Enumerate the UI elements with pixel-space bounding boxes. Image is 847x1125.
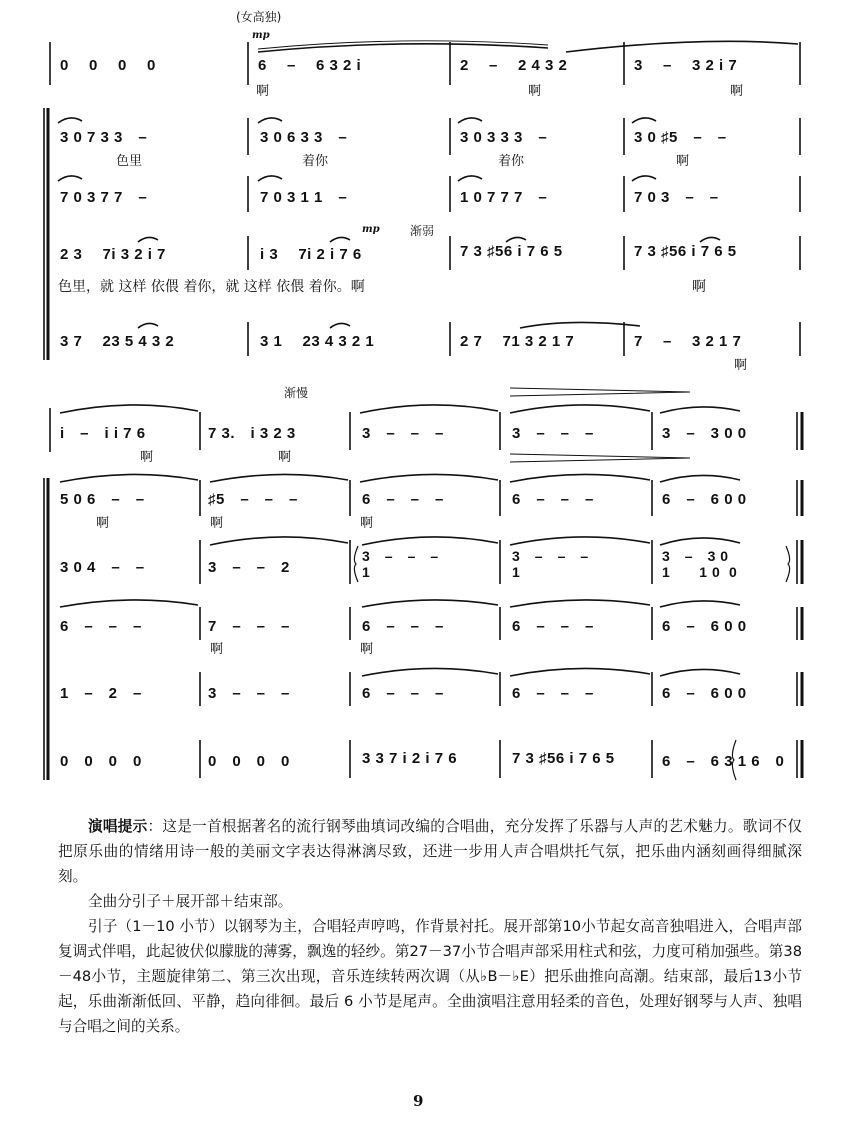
s1-s-lyric-1: 色里 — [116, 154, 143, 169]
s1-a-m2: 7 0 3 1 1 – — [260, 189, 348, 206]
s2-t-m5: 6 – 6 0 0 — [662, 618, 747, 635]
s1-t-m2: i 3 7i 2 i 7 6 — [260, 246, 362, 263]
s1-t-lyric-end: 啊 — [692, 279, 706, 295]
solo-label: (女高独) — [236, 10, 282, 24]
s2-s-lyric-2: 啊 — [210, 516, 224, 531]
s2-t-m2: 7 – – – — [208, 618, 290, 635]
s1-top-lyric-1: 啊 — [256, 84, 270, 99]
s2-b-m1: 1 – 2 – — [60, 685, 142, 702]
s1-b-m1: 3 7 23 5 4 3 2 — [60, 333, 175, 350]
s1-t-lyrics: 色里，就 这样 依偎 着你，就 这样 依偎 着你。啊 — [58, 279, 365, 295]
s2-t-m1: 6 – – – — [60, 618, 142, 635]
s2-b-m4: 6 – – – — [512, 685, 594, 702]
s2-t-lyric-1: 啊 — [210, 642, 224, 657]
page-number: 9 — [413, 1092, 424, 1110]
s2-b-m3: 6 – – – — [362, 685, 444, 702]
s1-s-lyric-3: 着你 — [498, 154, 525, 169]
s2-a-m3: 3 – – – 1 — [362, 548, 439, 580]
s1-a-m4: 7 0 3 – – — [634, 189, 719, 206]
s1-a-m3: 1 0 7 7 7 – — [460, 189, 548, 206]
tempo-dim: 渐弱 — [410, 224, 435, 238]
s1-top-lyric-3: 啊 — [730, 84, 744, 99]
s2-p-m5: 6 – 6 3 1 6 0 — [662, 753, 785, 770]
s1-t-m1: 2 3 7i 3 2 i 7 — [60, 246, 166, 263]
s2-s-lyric-1: 啊 — [96, 516, 110, 531]
s1-s-m3: 3 0 3 3 3 – — [460, 129, 548, 146]
s2-top-m5: 3 – 3 0 0 — [662, 425, 747, 442]
s1-s-m2: 3 0 6 3 3 – — [260, 129, 348, 146]
notes-paragraph-3: 引子（1－10 小节）以钢琴为主，合唱轻声哼鸣，作背景衬托。展开部第10小节起女高音独唱进入，合唱声部复调式伴唱，此起彼伏似朦胧的薄雾，飘逸的轻纱。第27－37小节合唱声部采用柱式和弦，力度可稍加强些。第38－48小节，主题旋律第二、第三次出现，音乐连续转两次调（从♭B－♭E）把乐曲推向高潮。结束部，最后13小节起，乐曲渐渐低回、平静，趋向徘徊。最后 6 小节是尾声。全曲演唱注意用轻柔的音色，处理好钢琴与人声、独唱与合唱之间的关系。 — [58, 918, 802, 1035]
s1-s-lyric-2: 着你 — [302, 154, 329, 169]
s1-b-m4: 7 – 3 2 1 7 — [634, 333, 742, 350]
s1-a-m1: 7 0 3 7 7 – — [60, 189, 148, 206]
hint-label: 演唱提示 — [88, 818, 148, 835]
s2-p-m1: 0 0 0 0 — [60, 753, 142, 770]
s1-top-m2: 6 – 6 3 2 i — [258, 57, 362, 74]
s2-s-m2: ♯5 – – – — [208, 491, 298, 508]
dynamic-mp-2: mp — [362, 224, 380, 235]
performance-notes — [58, 814, 802, 1039]
dynamic-mp: mp — [252, 30, 270, 41]
s1-top-m4: 3 – 3 2 i 7 — [634, 57, 738, 74]
s2-p-m2: 0 0 0 0 — [208, 753, 290, 770]
s2-p-m4: 7 3 ♯56 i 7 6 5 — [512, 750, 615, 767]
s2-s-m5: 6 – 6 0 0 — [662, 491, 747, 508]
s2-b-m2: 3 – – – — [208, 685, 290, 702]
s2-a-m4: 3 – – – 1 — [512, 548, 589, 580]
notes-paragraph-2: 全曲分引子＋展开部＋结束部。 — [88, 893, 293, 910]
s2-b-m5: 6 – 6 0 0 — [662, 685, 747, 702]
s2-t-m4: 6 – – – — [512, 618, 594, 635]
tempo-rit: 渐慢 — [284, 386, 309, 400]
s1-s-m4: 3 0 ♯5 – – — [634, 129, 727, 146]
s1-s-m1: 3 0 7 3 3 – — [60, 129, 148, 146]
s1-top-m3: 2 – 2 4 3 2 — [460, 57, 568, 74]
s2-top-m2: 7 3. i 3 2 3 — [208, 425, 296, 442]
s1-s-lyric-4: 啊 — [676, 154, 690, 169]
s2-a-m5: 3 – 3 0 1 1 0 0 — [662, 548, 738, 580]
s2-top-lyric-1: 啊 — [140, 450, 154, 465]
s2-top-m4: 3 – – – — [512, 425, 594, 442]
s1-t-m3: 7 3 ♯56 i 7 6 5 — [460, 243, 563, 260]
s1-b-lyric-end: 啊 — [734, 358, 748, 373]
s2-s-m3: 6 – – – — [362, 491, 444, 508]
s1-b-m3: 2 7 71 3 2 1 7 — [460, 333, 575, 350]
notes-paragraph-1 — [58, 814, 802, 889]
s2-top-m1: i – i i 7 6 — [60, 425, 146, 442]
s2-a-m1: 3 0 4 – – — [60, 559, 145, 576]
s1-top-m1: 0 0 0 0 — [60, 57, 156, 74]
s2-t-m3: 6 – – – — [362, 618, 444, 635]
s1-top-lyric-2: 啊 — [528, 84, 542, 99]
s1-t-m4: 7 3 ♯56 i 7 6 5 — [634, 243, 737, 260]
s2-p-m3: 3 3 7 i 2 i 7 6 — [362, 750, 458, 767]
s2-t-lyric-2: 啊 — [360, 642, 374, 657]
s2-s-m4: 6 – – – — [512, 491, 594, 508]
s2-s-lyric-3: 啊 — [360, 516, 374, 531]
s2-a-m2: 3 – – 2 — [208, 559, 290, 576]
s2-s-m1: 5 0 6 – – — [60, 491, 145, 508]
s1-b-m2: 3 1 23 4 3 2 1 — [260, 333, 375, 350]
notes-p1-text: ：这是一首根据著名的流行钢琴曲填词改编的合唱曲，充分发挥了乐器与人声的艺术魅力。歌词不仅把原乐曲的情绪用诗一般的美丽文字表达得淋漓尽致，还进一步用人声合唱烘托气氛，把乐曲内涵刻画得细腻深刻。 — [58, 818, 802, 885]
s2-top-m3: 3 – – – — [362, 425, 444, 442]
s2-top-lyric-2: 啊 — [278, 450, 292, 465]
